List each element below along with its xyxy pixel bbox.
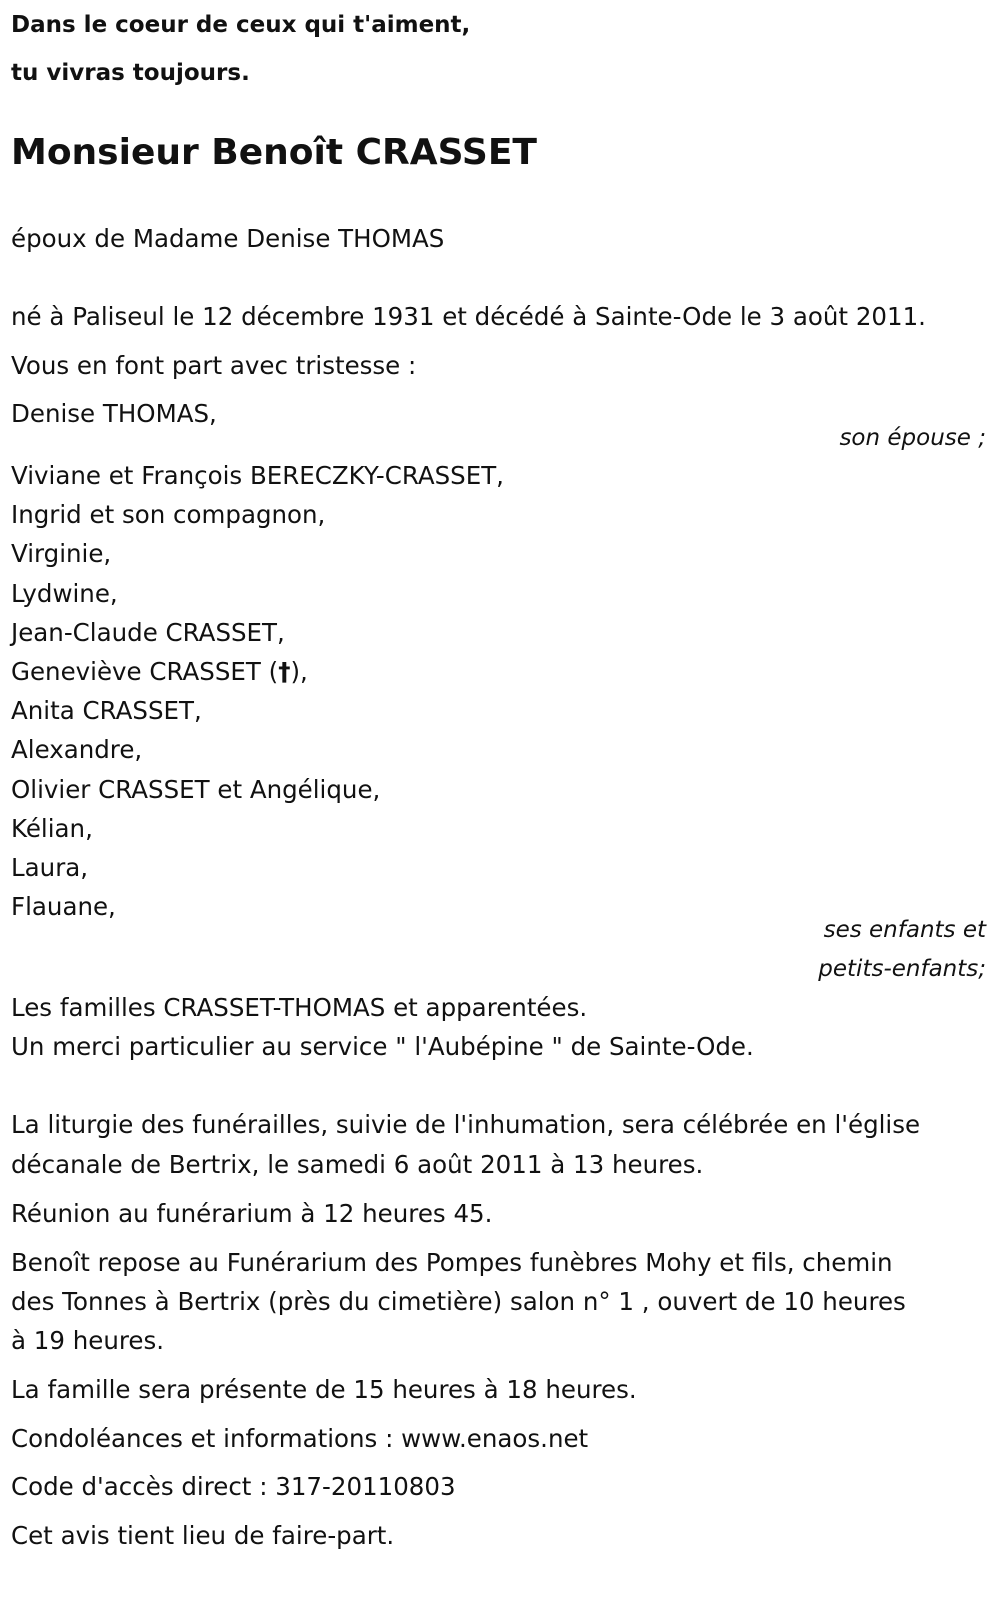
condolences-line: Condoléances et informations : www.enaos.net bbox=[11, 1424, 589, 1453]
family-member: Ingrid et son compagnon, bbox=[11, 500, 326, 529]
family-member: Olivier CRASSET et Angélique, bbox=[11, 775, 381, 804]
family-member: Kélian, bbox=[11, 814, 93, 843]
family-presence-line: La famille sera présente de 15 heures à 18 heures. bbox=[11, 1375, 637, 1404]
family-member-deceased bbox=[11, 657, 308, 687]
families-line: Les familles CRASSET-THOMAS et apparentées. bbox=[11, 993, 588, 1022]
cross-suffix: ), bbox=[290, 657, 308, 686]
motto-line-2: tu vivras toujours. bbox=[11, 60, 250, 86]
rest-line-3: à 19 heures. bbox=[11, 1326, 165, 1355]
family-member: Flauane, bbox=[11, 892, 116, 921]
family-member: Lydwine, bbox=[11, 579, 118, 608]
family-member: Alexandre, bbox=[11, 735, 143, 764]
family-member: Virginie, bbox=[11, 539, 112, 568]
children-relation-line-2: petits-enfants; bbox=[818, 956, 986, 982]
liturgy-line-2: décanale de Bertrix, le samedi 6 août 2011 à 13 heures. bbox=[11, 1150, 704, 1179]
spouse-relation: son épouse ; bbox=[839, 425, 986, 451]
family-member: Jean-Claude CRASSET, bbox=[11, 618, 285, 647]
spouse-name: Denise THOMAS, bbox=[11, 399, 217, 428]
thanks-line: Un merci particulier au service " l'Aubépine " de Sainte-Ode. bbox=[11, 1032, 754, 1061]
spouse-line: époux de Madame Denise THOMAS bbox=[11, 224, 445, 253]
rest-line-2: des Tonnes à Bertrix (près du cimetière) salon n° 1 , ouvert de 10 heures bbox=[11, 1287, 906, 1316]
notice-line: Cet avis tient lieu de faire-part. bbox=[11, 1521, 395, 1550]
deceased-name: Monsieur Benoît CRASSET bbox=[11, 132, 537, 173]
birth-death-line: né à Paliseul le 12 décembre 1931 et décédé à Sainte-Ode le 3 août 2011. bbox=[11, 302, 926, 331]
meeting-line: Réunion au funérarium à 12 heures 45. bbox=[11, 1199, 493, 1228]
family-member: Anita CRASSET, bbox=[11, 696, 202, 725]
family-member: Laura, bbox=[11, 853, 89, 882]
family-member-name: Geneviève CRASSET ( bbox=[11, 657, 279, 686]
rest-line-1: Benoît repose au Funérarium des Pompes funèbres Mohy et fils, chemin bbox=[11, 1248, 893, 1277]
liturgy-line-1: La liturgie des funérailles, suivie de l'inhumation, sera célébrée en l'église bbox=[11, 1110, 921, 1139]
access-code-line: Code d'accès direct : 317-20110803 bbox=[11, 1472, 456, 1501]
cross-icon: † bbox=[278, 657, 291, 686]
family-member: Viviane et François BERECZKY-CRASSET, bbox=[11, 461, 504, 490]
children-relation-line-1: ses enfants et bbox=[823, 917, 986, 943]
announcement-intro: Vous en font part avec tristesse : bbox=[11, 351, 417, 380]
motto-line-1: Dans le coeur de ceux qui t'aiment, bbox=[11, 12, 471, 38]
